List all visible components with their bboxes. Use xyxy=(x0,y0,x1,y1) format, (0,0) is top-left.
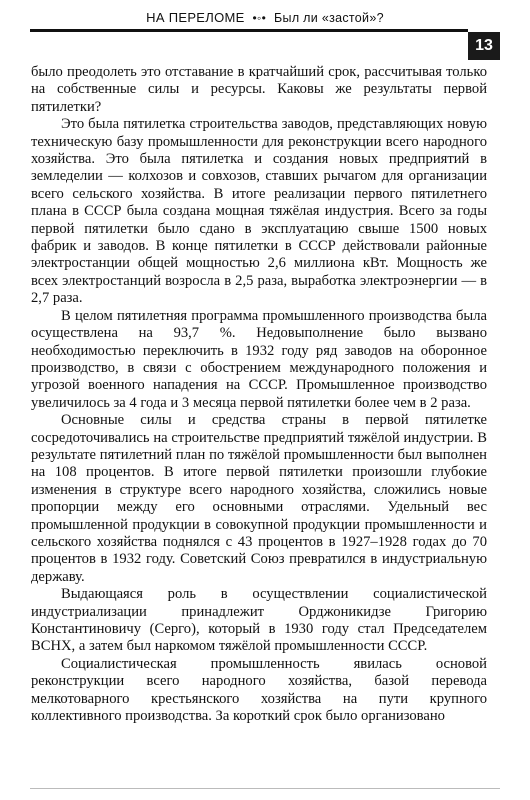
running-header xyxy=(30,8,500,26)
running-head xyxy=(146,10,384,25)
paragraph-1: было преодолеть это отставание в кратчайший срок, рассчитывая только на собственные силы и ресурсы. Каковы же результаты первой пятилетки? xyxy=(31,64,487,115)
ornament-icon: •◦• xyxy=(252,10,267,25)
book-section-title: НА ПЕРЕЛОМЕ xyxy=(146,9,245,25)
paragraph-6: Социалистическая промышленность явилась основой реконструкции всего народного хозяйства, базой перевода мелкотоварного крестьянского хозяйства на пути крупного коллективного производства. За короткий срок было организовано xyxy=(31,655,487,725)
header-rule xyxy=(30,29,468,32)
page-body xyxy=(31,64,487,725)
paragraph-4: Основные силы и средства страны в первой пятилетке сосредоточивались на строительстве предприятий тяжёлой индустрии. В результате пятилетний план по тяжёлой промышленности был выполнен на 108 процентов. В итоге первой пятилетки произошли глубокие изменения в структуре всего народного хозяйства, сложились новые пропорции между его основными отраслями. Удельный вес промышленной продукции в совокупной продукции промышленности и сельского хозяйства поднялся с 43 процентов в 1927–1928 годах до 70 процентов в 1932 году. Советский Союз превратился в индустриальную державу. xyxy=(31,412,487,585)
paragraph-2: Это была пятилетка строительства заводов, представляющих новую техническую базу промышленности для реконструкции всего народного хозяйства. Это была пятилетка и создания новых предприятий в земледелии — колхозов и совхозов, ставших рычагом для организации всего сельского хозяйства. В итоге реализации первого пятилетнего плана в СССР была создана мощная тяжёлая индустрия. Всего за годы первой пятилетки было сдано в эксплуатацию свыше 1500 новых фабрик и заводов. В конце пятилетки в СССР действовали районные электростанции общей мощностью 2,6 миллиона кВт. Мощность же всех электростанций возросла в 2,5 раза, выработка электроэнергии — в 2,7 раза. xyxy=(31,116,487,307)
paragraph-3: В целом пятилетняя программа промышленного производства была осуществлена на 93,7 %. Недовыполнение было вызвано необходимостью переключить в 1932 году ряд заводов на оборонное производство, в связи с обострением международного положения и угрозой военного нападения на СССР. Промышленное производство увеличилось за 4 года и 3 месяца первой пятилетки более чем в 2 раза. xyxy=(31,307,487,411)
chapter-title: Был ли «застой»? xyxy=(274,10,384,25)
page-number: 13 xyxy=(468,32,500,60)
paragraph-5: Выдающаяся роль в осуществлении социалистической индустриализации принадлежит Орджоникидзе Григорию Константиновичу (Серго), который в 1930 году стал Председателем ВСНХ, а затем был наркомом тяжёлой промышленности СССР. xyxy=(31,586,487,655)
page-bottom-edge xyxy=(30,788,500,789)
